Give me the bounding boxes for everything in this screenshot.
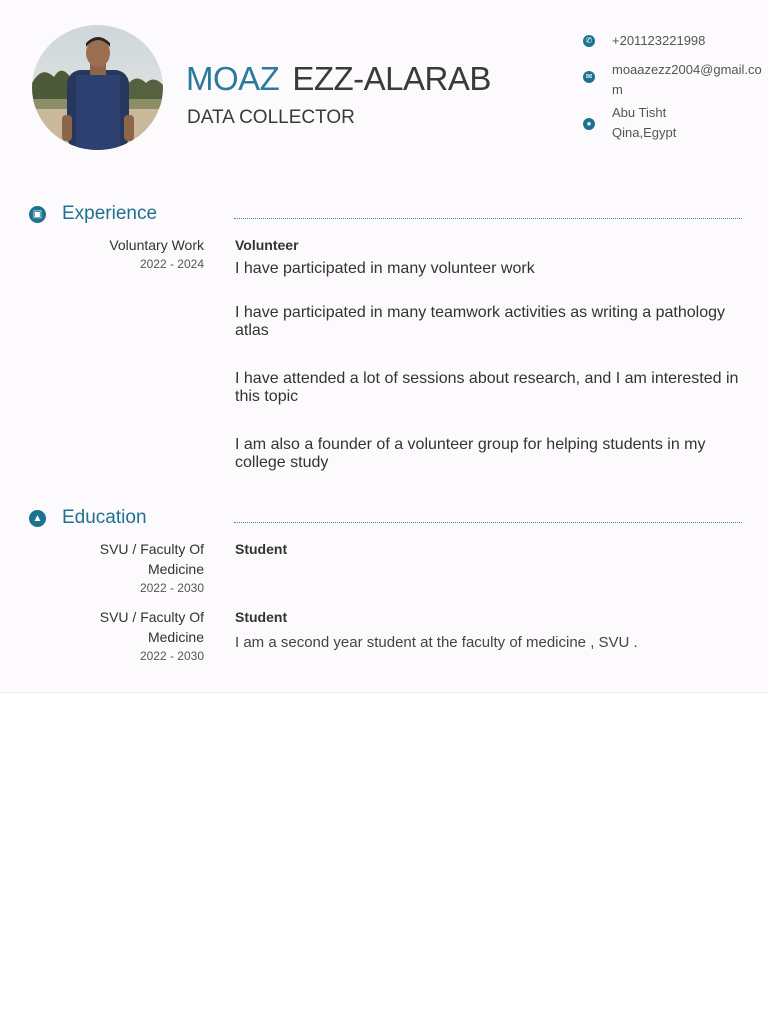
experience-item-body — [235, 235, 740, 255]
education-role: Student — [235, 609, 288, 625]
contact-address — [583, 103, 762, 143]
email-text: moaazezz2004@gmail.com — [612, 62, 762, 97]
email-icon: ✉ — [583, 71, 595, 83]
education-role: Student — [235, 541, 288, 557]
experience-paragraph: I have attended a lot of sessions about research, and I am interested in this topic — [235, 370, 739, 405]
page-divider — [0, 692, 768, 693]
education-description: I am a second year student at the faculty of medicine , SVU . — [235, 634, 638, 651]
address-text — [612, 103, 762, 143]
contact-email — [583, 60, 762, 100]
education-item-meta — [40, 607, 204, 665]
experience-org: Voluntary Work — [109, 237, 204, 253]
education-item-body — [235, 607, 740, 654]
first-name: MOAZ — [186, 60, 280, 97]
experience-item-meta — [40, 235, 204, 273]
last-name: EZZ-ALARAB — [292, 60, 491, 97]
experience-paragraph: I have participated in many teamwork activities as writing a pathology atlas — [235, 304, 726, 339]
experience-divider — [234, 218, 742, 219]
experience-dates: 2022 - 2024 — [139, 257, 204, 271]
education-org: SVU / Faculty Of Medicine — [99, 541, 204, 577]
education-divider — [234, 522, 742, 523]
full-name — [186, 60, 491, 98]
contact-phone — [583, 31, 762, 51]
education-dates: 2022 - 2030 — [139, 581, 204, 595]
experience-title: Experience — [62, 203, 158, 224]
phone-text: +201123221998 — [612, 33, 706, 48]
address-line2: Qina,Egypt — [612, 125, 677, 140]
education-dates: 2022 - 2030 — [139, 649, 204, 663]
education-item-body — [235, 539, 740, 559]
education-heading — [29, 507, 147, 529]
graduation-cap-icon: ▲ — [29, 510, 46, 527]
experience-paragraph: I am also a founder of a volunteer group for helping students in my college study — [235, 436, 706, 471]
profile-photo — [32, 25, 163, 150]
briefcase-icon: ▣ — [29, 206, 46, 223]
education-title: Education — [62, 507, 147, 528]
phone-icon: ✆ — [583, 35, 595, 47]
address-line1: Abu Tisht — [612, 105, 667, 120]
education-org: SVU / Faculty Of Medicine — [99, 609, 204, 645]
experience-heading — [29, 203, 157, 225]
location-pin-icon: ● — [583, 118, 595, 130]
job-title: DATA COLLECTOR — [187, 107, 355, 128]
education-item-meta — [40, 539, 204, 597]
experience-role: Volunteer — [235, 237, 299, 253]
experience-paragraph: I have participated in many volunteer work — [235, 260, 535, 277]
